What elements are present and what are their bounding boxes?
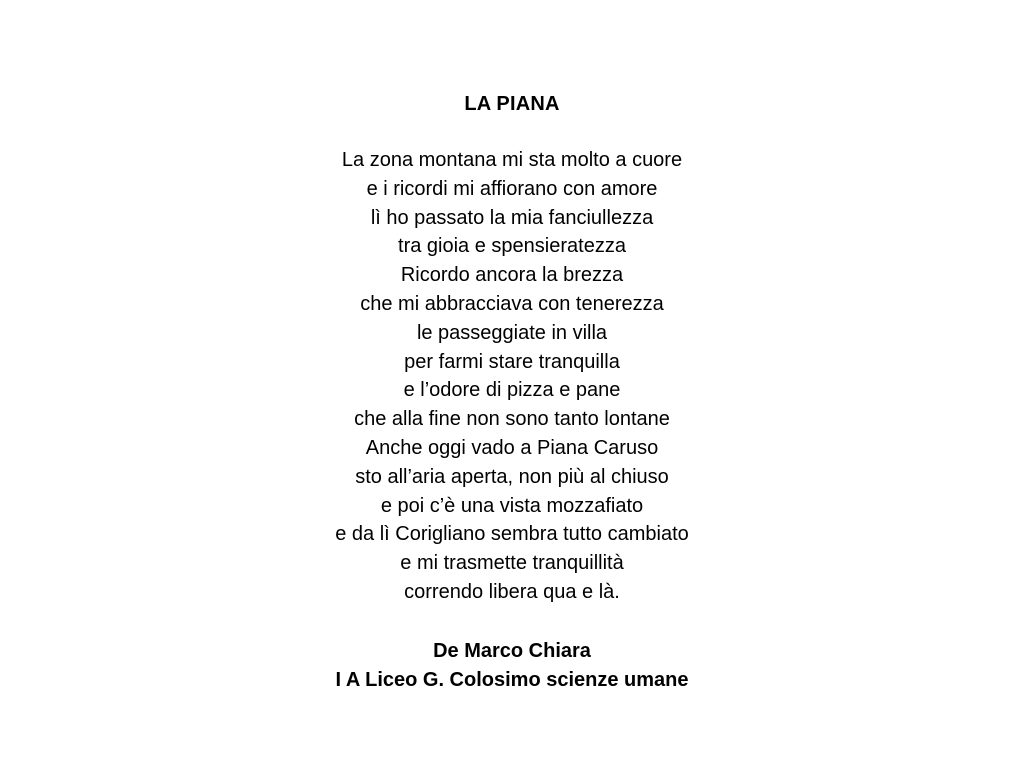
poem-verse: lì ho passato la mia fanciullezza <box>370 206 654 229</box>
poem-verse: che mi abbracciava con tenerezza <box>360 292 664 315</box>
poem-title: LA PIANA <box>464 93 560 115</box>
poem-verse: le passeggiate in villa <box>416 321 608 344</box>
poem-body <box>0 146 1024 607</box>
poem-verse: per farmi stare tranquilla <box>404 350 620 373</box>
poem-verse: e l’odore di pizza e pane <box>403 379 621 402</box>
poem-verse: tra gioia e spensieratezza <box>398 235 626 258</box>
poem-signature <box>0 637 1024 695</box>
poem-verse: e poi c’è una vista mozzafiato <box>380 494 644 517</box>
poem-verse: La zona montana mi sta molto a cuore <box>341 149 683 171</box>
poem-verse: che alla fine non sono tanto lontane <box>354 408 670 431</box>
poem-verse: Ricordo ancora la brezza <box>400 264 624 287</box>
poem-verse: sto all’aria aperta, non più al chiuso <box>355 465 669 488</box>
author-name: De Marco Chiara <box>433 640 591 662</box>
poem-verse: e da lì Corigliano sembra tutto cambiato <box>335 523 689 546</box>
poem-verse: e mi trasmette tranquillità <box>400 552 624 575</box>
poem-verse: e i ricordi mi affiorano con amore <box>366 177 658 200</box>
poem-verse: Anche oggi vado a Piana Caruso <box>365 436 659 459</box>
author-class: I A Liceo G. Colosimo scienze umane <box>335 669 689 691</box>
poem-verse: correndo libera qua e là. <box>404 580 620 603</box>
